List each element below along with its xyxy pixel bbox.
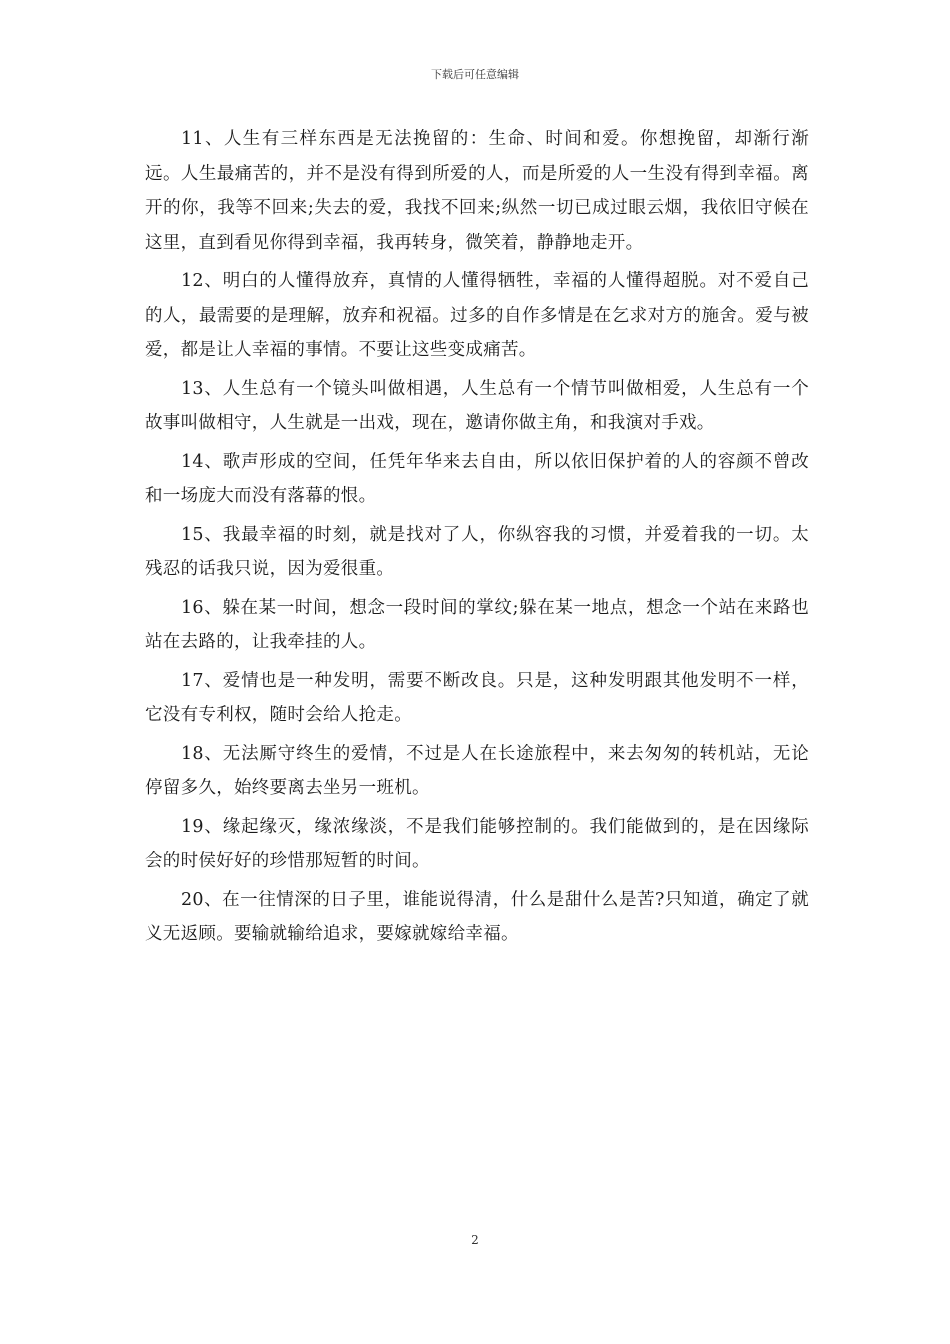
- paragraph: 17、爱情也是一种发明，需要不断改良。只是，这种发明跟其他发明不一样，它没有专利权，随时会给人抢走。: [145, 670, 809, 725]
- paragraph: 16、躲在某一时间，想念一段时间的掌纹;躲在某一地点，想念一个站在来路也站在去路的，让我牵挂的人。: [145, 597, 809, 652]
- paragraph: 19、缘起缘灭，缘浓缘淡，不是我们能够控制的。我们能做到的，是在因缘际会的时侯好好的珍惜那短暂的时间。: [145, 816, 809, 871]
- paragraph: 13、人生总有一个镜头叫做相遇，人生总有一个情节叫做相爱，人生总有一个故事叫做相守，人生就是一出戏，现在，邀请你做主角，和我演对手戏。: [145, 378, 809, 433]
- paragraph: 14、歌声形成的空间，任凭年华来去自由，所以依旧保护着的人的容颜不曾改和一场庞大而没有落幕的恨。: [145, 451, 809, 506]
- paragraph: 12、明白的人懂得放弃，真情的人懂得牺牲，幸福的人懂得超脱。对不爱自己的人，最需要的是理解，放弃和祝福。过多的自作多情是在乞求对方的施舍。爱与被爱，都是让人幸福的事情。不要让这些变成痛苦。: [145, 271, 809, 360]
- paragraph: 20、在一往情深的日子里，谁能说得清，什么是甜什么是苦?只知道，确定了就义无返顾。要输就输给追求，要嫁就嫁给幸福。: [145, 889, 809, 944]
- page-number: 2: [471, 1233, 479, 1247]
- paragraph: 11、人生有三样东西是无法挽留的：生命、时间和爱。你想挽留，却渐行渐远。人生最痛苦的，并不是没有得到所爱的人，而是所爱的人一生没有得到幸福。离开的你，我等不回来;失去的爱，我找不回来;纵然一切已成过眼云烟，我依旧守候在这里，直到看见你得到幸福，我再转身，微笑着，静静地走开。: [145, 129, 809, 253]
- paragraph: 18、无法厮守终生的爱情，不过是人在长途旅程中，来去匆匆的转机站，无论停留多久，始终要离去坐另一班机。: [145, 743, 809, 798]
- page-header: 下载后可任意编辑: [431, 68, 519, 81]
- paragraph: 15、我最幸福的时刻，就是找对了人，你纵容我的习惯，并爱着我的一切。太残忍的话我只说，因为爱很重。: [145, 524, 809, 579]
- document-body: [145, 122, 809, 956]
